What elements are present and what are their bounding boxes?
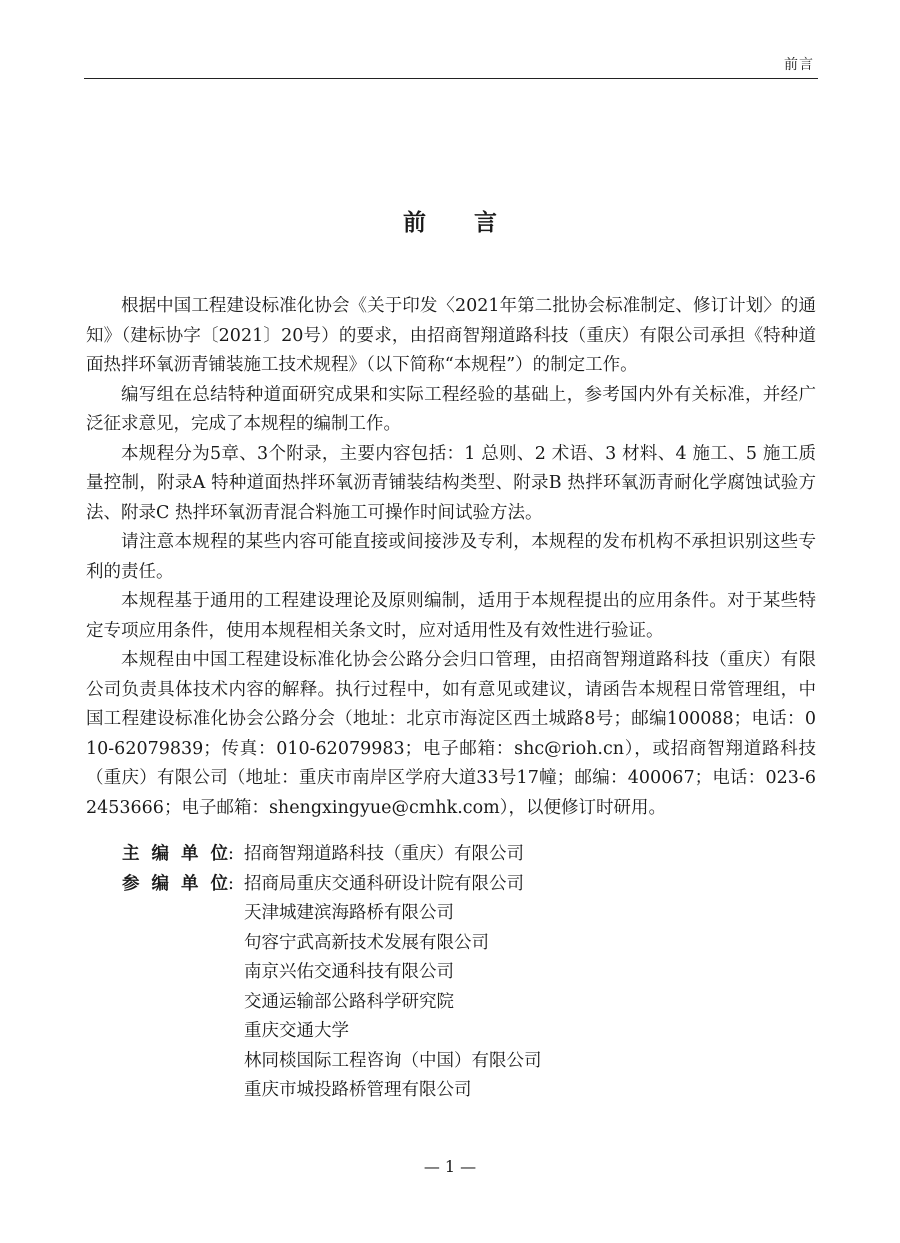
paragraph: 本规程分为5章、3个附录，主要内容包括：1 总则、2 术语、3 材料、4 施工、5 施工质量控制，附录A 特种道面热拌环氧沥青铺装结构类型、附录B 热拌环氧沥青耐化学腐蚀试验方法、附录C 热拌环氧沥青混合料施工可操作时间试验方法。 <box>86 443 816 523</box>
participating-label-char: 参 <box>122 873 140 894</box>
chief-editor-label-char: 主 <box>122 844 140 864</box>
list-item: 重庆交通大学 <box>244 1021 349 1041</box>
list-item: 重庆市城投路桥管理有限公司 <box>244 1080 472 1100</box>
participating-units-row: 参 编 单 位 : 招商局重庆交通科研设计院有限公司 天津城建滨海路桥有限公司 句容宁武高新技术发展有限公司 南京兴佑交通科技有限公司 交通运输部公路科学研究院 重庆交通大学 林同棪国际工程咨询（中国）有限公司 重庆市城投路桥管理有限公司 <box>122 870 542 1106</box>
list-item: 南京兴佑交通科技有限公司 <box>244 962 454 982</box>
list-item: 招商局重庆交通科研设计院有限公司 <box>244 873 524 894</box>
list-item: 林同棪国际工程咨询（中国）有限公司 <box>244 1050 542 1071</box>
chief-editor-label-char: 编 <box>151 844 169 864</box>
participating-label <box>122 870 228 1106</box>
participating-unit-list <box>244 870 542 1106</box>
chief-editor-label-char: 单 <box>181 844 199 864</box>
header-rule <box>84 78 818 79</box>
paragraph: 本规程基于通用的工程建设理论及原则编制，适用于本规程提出的应用条件。对于某些特定专项应用条件，使用本规程相关条文时，应对适用性及有效性进行验证。 <box>86 591 816 641</box>
list-item: 天津城建滨海路桥有限公司 <box>244 903 454 923</box>
list-item: 交通运输部公路科学研究院 <box>244 991 454 1012</box>
chief-editor-unit: 招商智翔道路科技（重庆）有限公司 <box>244 844 524 864</box>
participating-label-char: 位 <box>210 873 228 894</box>
paragraph: 编写组在总结特种道面研究成果和实际工程经验的基础上，参考国内外有关标准，并经广泛征求意见，完成了本规程的编制工作。 <box>86 384 816 434</box>
participating-label-char: 编 <box>151 873 169 894</box>
chief-editor-row: 主 编 单 位 : 招商智翔道路科技（重庆）有限公司 <box>122 840 542 870</box>
paragraph: 根据中国工程建设标准化协会《关于印发〈2021年第二批协会标准制定、修订计划〉的通知》（建标协字〔2021〕20号）的要求，由招商智翔道路科技（重庆）有限公司承担《特种道面热拌环氧沥青铺装施工技术规程》（以下简称“本规程”）的制定工作。 <box>86 296 816 375</box>
paragraph: 请注意本规程的某些内容可能直接或间接涉及专利，本规程的发布机构不承担识别这些专利的责任。 <box>86 532 816 582</box>
participating-label-char: 单 <box>181 873 199 894</box>
preface-body <box>86 292 816 823</box>
list-item: 句容宁武高新技术发展有限公司 <box>244 932 489 953</box>
page-number: — 1 — <box>423 1157 477 1176</box>
chief-editor-label <box>122 840 228 870</box>
paragraph: 本规程由中国工程建设标准化协会公路分会归口管理，由招商智翔道路科技（重庆）有限公司负责具体技术内容的解释。执行过程中，如有意见或建议，请函告本规程日常管理组，中国工程建设标准化协会公路分会（地址：北京市海淀区西土城路8号；邮编100088；电话：010-62079839；传真：010-62079983；电子邮箱：shc@rioh.cn），或招商智翔道路科技（重庆）有限公司（地址：重庆市南岸区学府大道33号17幢；邮编：400067；电话：023-62453666；电子邮箱：shengxingyue@cmhk.com），以便修订时研用。 <box>86 650 816 818</box>
page-title: 前言 <box>403 209 545 236</box>
chief-editor-label-char: 位 <box>210 844 228 864</box>
running-header: 前言 <box>784 57 814 73</box>
editing-units <box>122 840 542 1106</box>
